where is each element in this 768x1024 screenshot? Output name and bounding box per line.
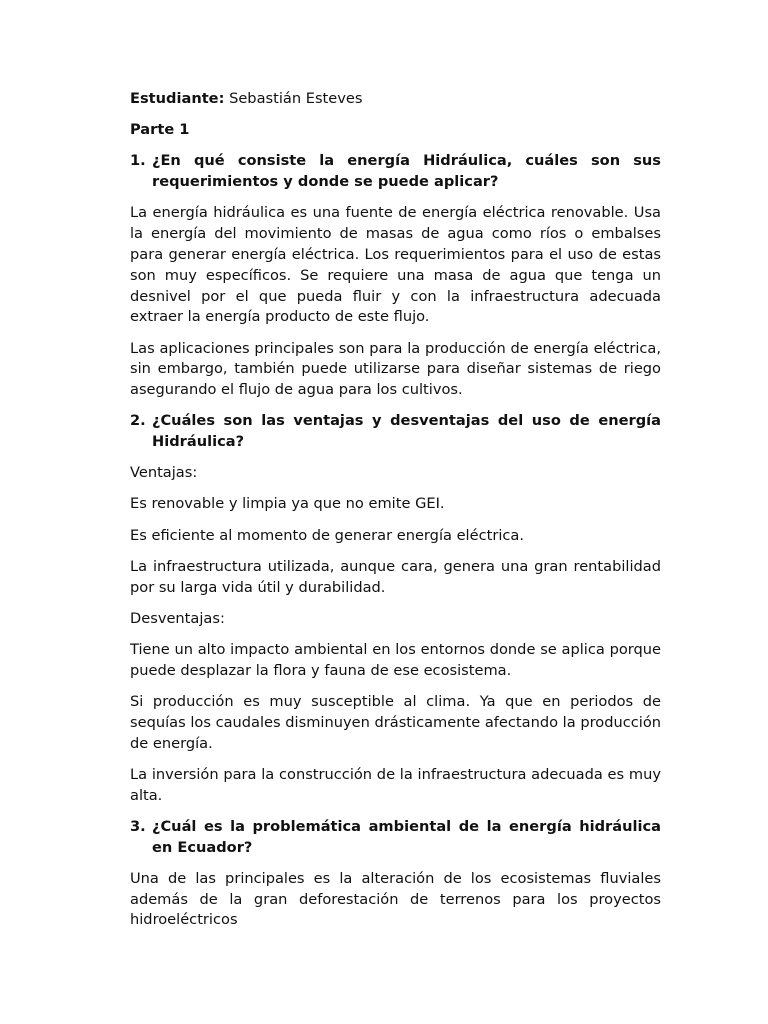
answer-paragraph: La energía hidráulica es una fuente de energía eléctrica renovable. Usa la energía del movimiento de masas de agua como ríos o embalses para generar energía eléctrica. Los requerimientos para el uso de estas son muy específicos. Se requiere una masa de agua que tenga un desnivel por el que pueda fluir y con la infraestructura adecuada extraer la energía producto de este flujo. [130,204,661,326]
advantages-label: Ventajas: [130,464,198,482]
student-line [130,89,661,110]
disadvantage-item: La inversión para la construcción de la infraestructura adecuada es muy alta. [130,765,661,804]
document-content [130,89,661,942]
question-1 [130,151,661,193]
advantage-item: Es eficiente al momento de generar energía eléctrica. [130,526,524,544]
question-3 [130,817,661,859]
question-number: 1. [130,152,146,170]
question-number: 3. [130,817,146,835]
advantage-item: La infraestructura utilizada, aunque cara, genera una gran rentabilidad por su larga vida útil y durabilidad. [130,557,661,596]
disadvantage-item: Si producción es muy susceptible al clima. Ya que en periodos de sequías los caudales disminuyen drásticamente afectando la producción de energía. [130,693,661,752]
student-label: Estudiante: [130,90,225,107]
answer-paragraph: Las aplicaciones principales son para la producción de energía eléctrica, sin embargo, también puede utilizarse para diseñar sistemas de riego asegurando el flujo de agua para los cultivos. [130,339,661,399]
disadvantages-label: Desventajas: [130,609,225,627]
question-text: ¿Cuál es la problemática ambiental de la energía hidráulica en Ecuador? [152,817,661,856]
question-text: ¿En qué consiste la energía Hidráulica, cuáles son sus requerimientos y donde se puede aplicar? [152,152,661,191]
question-number: 2. [130,412,146,430]
part-title: Parte 1 [130,121,190,139]
student-name: Sebastián Esteves [229,90,363,107]
question-2 [130,411,661,453]
disadvantage-item: Tiene un alto impacto ambiental en los entornos donde se aplica porque puede desplazar la flora y fauna de ese ecosistema. [130,641,661,679]
answer-paragraph: Una de las principales es la alteración de los ecosistemas fluviales además de la gran deforestación de terrenos para los proyectos hidroeléctricos [130,869,661,929]
advantage-item: Es renovable y limpia ya que no emite GEI. [130,495,445,513]
question-text: ¿Cuáles son las ventajas y desventajas del uso de energía Hidráulica? [152,412,661,451]
